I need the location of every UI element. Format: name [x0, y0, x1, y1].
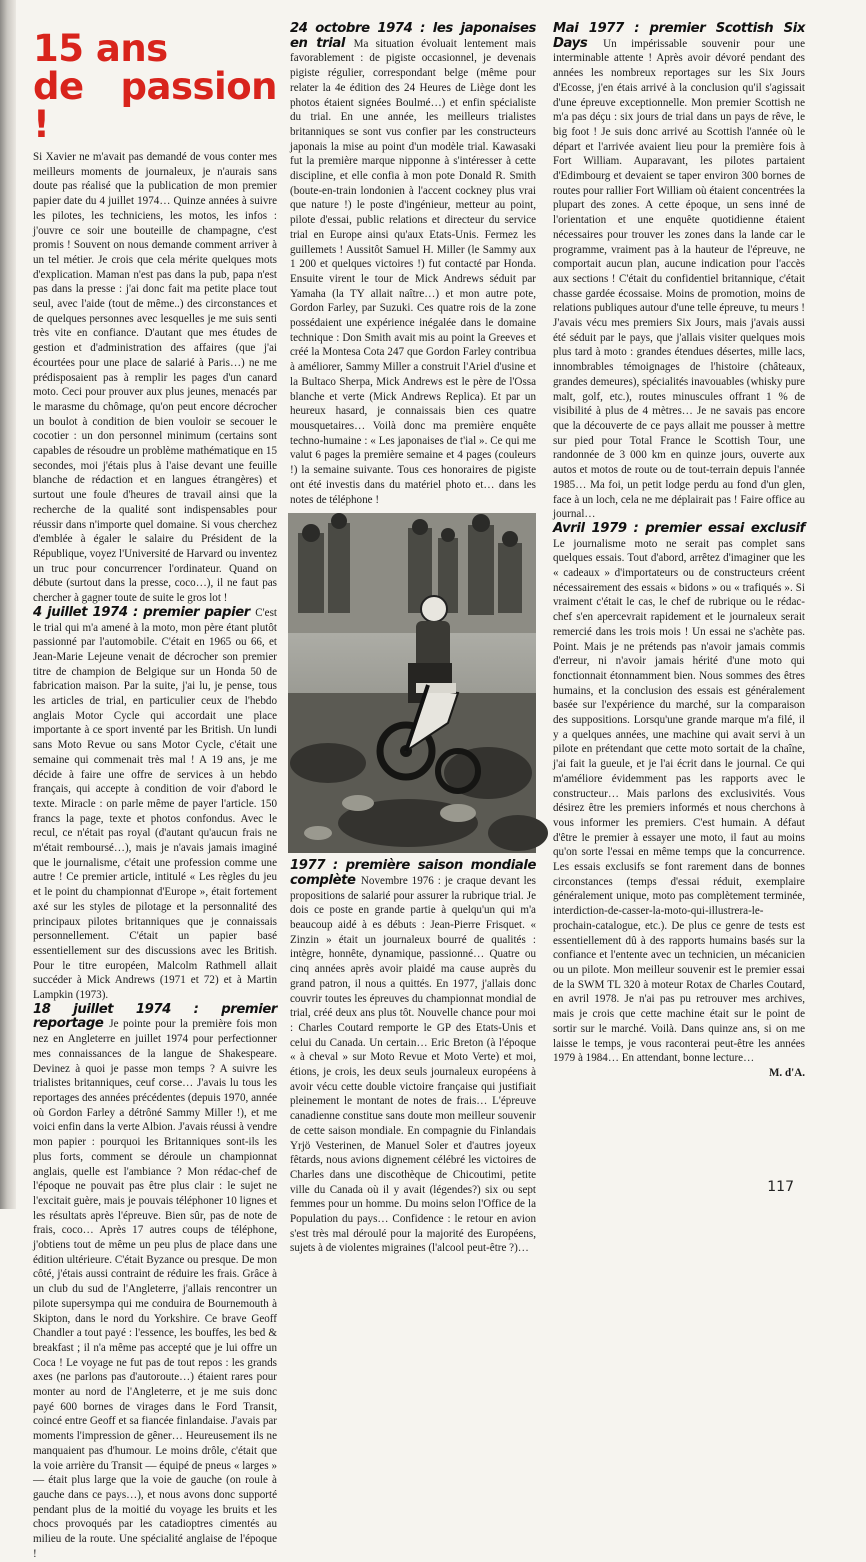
section-text-3: Ma situation évoluait lentement mais favorablement : de pigiste occasionnel, je devenais pigiste régulier, correspondant belge (même pour relater la 4e édition des 24 Heures de Liège dont les photos étaient signées Boulmé…) et enfin spécialiste du trial. En une année, les meilleurs trialistes britanniques se sont vus confier par les constructeurs japonais la mise au point d'un modèle trial. Kawasaki fut la première marque nipponne à s'intéresser à cette discipline, et elle confia à mon pote Donald R. Smith (boute-en-train londonien à l'accent cockney plus vrai que nature !) le poste d'ingénieur, metteur au point, pilote d'essai, public relations et directeur du service trial en Europe ainsi qu'aux Etats-Unis. Fermez les guillemets ! Aussitôt Samuel H. Miller (le Sammy aux 1 200 et quelques victoires !) fut contacté par Honda. Ensuite virent le tour de Mick Andrews séduit par Yamaha (la TY allait naître…) et mon autre pote, Gordon Farley, par Suzuki. Ces quatre rois de la zone possédaient une expérience inégalée dans le domaine technique : Don Smith avait mis au point la Greeves et créé la Montesa Cota 247 que Gordon Farley contribua à améliorer, Sammy Miller a construit l'Ariel d'usine et la Bultaco Sherpa, Mick Andrews est le père de l'Ossa blanche et verte (Mick Andrews Replica). Et par un heureux hasard, je connaissais bien ces quatre mousquetaires… Voilà donc ma première enquête techno-humaine : « Les japonaises de t'ial ». Ce qui me valut 6 pages la première semaine et 4 pages (couleurs !) la semaine suivante. Tous ces honoraires de pigiste ont été investis dans du matériel photo et… dans les notes de téléphone !: [290, 37, 536, 506]
title-line-2: de passion !: [33, 65, 277, 146]
section-heading-6: Avril 1979 : premier essai exclusif: [553, 520, 805, 536]
section-heading-5: Mai 1977 : premier Scottish Six Days: [553, 21, 805, 51]
article-intro: Si Xavier ne m'avait pas demandé de vous conter mes meilleurs moments de journaleux, je n'aurais sans doute pas réalisé que la publication de mon premier papier date du 4 juillet 1974… Quinze années à suivre les pilotes, les techniciens, les motos, les infos : j'ouvre ce soir une bouteille de champagne, c'est promis ! Souvent on nous demande comment arriver à un tel métier. Je crois que cela mérite quelques mots d'explication. Maman n'est pas dans la pub, papa n'est pas dans la presse : j'ai donc fait ma petite place tout seul, avec l'aide (tout de même..) des circonstances et de quelques personnes avec lesquelles je me suis senti très vite en confiance. D'autant que mes études de gestion et d'administration des affaires (que j'ai écourtées pour une place de salarié à Paris…) ne me prédisposaient pas à remplir les pages d'un canard moto. Ceci pour prouver aux plus jeunes, menacés par le marasme du chômage, qu'on peut encore décrocher un boulot à condition de bien vouloir se secouer le cocotier : un don personnel minimum (certains sont capables de résoudre un problème mathématique en 15 secondes, moi j'étais plus à l'aise devant une feuille blanche de rédaction et en langues étrangères) et surtout une foule d'heures de travail ainsi que la recherche de la qualité sont indispensables pour réussir dans n'importe quel domaine. Si vous cherchez d'emblée à égaler le salaire du Président de la République, voyez l'Université de Harvard ou inventez un truc pour concurrencer l'ordinateur. Quand on débute (surtout dans la presse, coco…), il ne faut pas chercher à gagner toute de suite le gros lot !: [33, 151, 277, 605]
trial-rider-photo: [288, 513, 536, 853]
article-column-1: [33, 22, 277, 1560]
section-text-5: Un impérissable souvenir pour une interminable attente ! Après avoir dévoré pendant des années les nombreux reportages sur les Six Jours d'Ecosse, j'en étais arrivé à la conclusion qu'il s'agissait d'une épreuve exceptionnelle. Mon premier Scottish ne m'a pas déçu : six jours de trial dans un pays de rêve, le big foot ! Je suis donc arrivé au Scottish l'année où le départ et l'arrivée avaient lieu pour la première fois à Fort William. Auparavant, les pilotes partaient d'Edimbourg et devaient se taper environ 300 bornes de routes pour rallier Fort William où étaient concentrées la plupart des zones. A cette époque, un sens inné de l'orientation et une enquête quotidienne étaient nécessaires pour trouver les zones dans la lande car le programme, vraiment pas à la hauteur de l'épreuve, ne comportait aucun plan, aucune indication pour l'accès aux sections ! C'était du confidentiel britannique, c'était chasse gardée écossaise. Moins de promotion, moins de relations publiques autour d'une telle épreuve, tu meurs ! J'avais vécu mes premiers Six Jours, mais j'avais aussi été séduit par le pays, que j'allais visiter quelques mois plus tard à moto : grandes étendues désertes, mille lacs, innombrables témoignages de l'histoire (châteaux, grandes demeures), spécialités inavouables (whisky pure malt, golf, etc.), routes minuscules offrant 1 % de visibilité à plus de 4 mètres… Je ne savais pas encore que la découverte de ce pays allait me pousser à mettre sur pied pour Total France le Scottish Tour, une randonnée de 3 000 km en quinze jours, ouverte aux autos et motos de route ou de tout-terrain depuis l'année 1985… Ma foi, un petit lodge perdu au fond d'un glen, face à un loch, cela ne me déplairait pas ! Faire office au journal…: [553, 37, 805, 521]
section-heading-3: 24 octobre 1974 : les japonaises en trial: [290, 21, 536, 51]
page-binding-shadow: [0, 0, 16, 1209]
section-6: [553, 522, 805, 1066]
section-heading-2: 18 juillet 1974 : premier reportage: [33, 1001, 277, 1032]
article-title: [33, 27, 277, 146]
section-5: [553, 22, 805, 522]
section-heading-1: 4 juillet 1974 : premier papier: [33, 604, 256, 620]
article-column-2: [290, 21, 536, 1255]
section-heading-4: 1977 : première saison mondiale complète: [290, 858, 536, 888]
section-2: [33, 1003, 277, 1562]
section-text-4: Novembre 1976 : je craque devant les propositions de salarié pour assurer la rubrique trial. Je dois ce poste en grande partie à quelqu'un qui m'a beaucoup aidé à es débuts : Jean-Pierre Frisquet. « Zinzin » était un journaleux bourré de qualités : intègre, honnête, dynamique, passionné… Quatre ou cinq années après avoir plaidé ma cause auprès du grand patron, il nous a quittés. En 1977, j'allais donc couvrir toutes les épreuves du championnat mondial de trial, créé deux ans plus tôt. Nouvelle chance pour moi : Charles Coutard remporte le GP des Etats-Unis et celui du Canada. Un certain… Eric Breton (à l'époque « à cheval » sur Moto Revue et Moto Verte) et moi, étions, je crois, les deux seuls journaleux européens à avoir vécu cette double victoire française qui justifiait pleinement le montant de notes de frais… L'épreuve canadienne constitue sans doute mon meilleur souvenir de cette saison mondiale. En compagnie du Finlandais Yrjö Vesterinen, de Manuel Soler et d'autres joyeux fêtards, nous avions dignement célébré les victoires de Charles dans une discothèque de Chicoutimi, petite ville du Canada où il y avait (légendes?) six ou sept femmes pour un homme. Du moins selon l'Office de la Population du pays… Confidence : le retour en avion s'est très mal déroulé pour la majorité des Européens, sujets à de violentes migraines (l'alcool peut-être ?)…: [290, 874, 536, 1255]
trial-rider-photo-drawing: [288, 513, 536, 853]
title-line-1: 15 ans: [33, 27, 168, 70]
article-column-3: [553, 22, 805, 1152]
section-text-6: Le journalisme moto ne serait pas complet sans quelques essais. Tout d'abord, arrêtez d'imaginer que les « cadeaux » d'importateurs ou de constructeurs créent nécessairement des essais « bidons » ou « trafiqués ». Si vraiment c'était le cas, le chef de rubrique ou le rédac-chef s'en apercevrait rapidement et le journaleux serait remercié dans les trois mois ! Un essai ne s'achète pas. Point. Mais je ne prétends pas n'avoir jamais commis d'erreur, ni n'avoir jamais hérité d'une moto qui fonctionnait étonnamment bien. Nous sommes des êtres humains, et la conclusion des essais est généralement basée sur l'expérience du marché, sur la comparaison des suppositions. Lorsqu'une grande marque m'a filé, il y a quelques années, une machine qui avait servi à un pilote en prétendant que cette moto sortait de la chaîne, j'ai fait la gueule, et je l'ai écrit dans le journal. Ce qui m'améliore évidemment pas les rapports avec le constructeur… Mais parlons des exclusivités. Vous désirez être les premiers informés et nous cherchons à vous informer les premiers. C'est humain. A défaut d'être le premier à essayer une moto, il faut au moins qu'on sorte l'essai en même temps que la concurrence. Les essais exclusifs se font rarement dans de bonnes circonstances (temps d'essai réduit, exemplaire généralement unique, moto pas complètement terminée, interdiction-de-casser-la-moto-qui-illustrera-le-prochain-catalogue, etc.). De plus ce genre de tests est essentiellement dû à des rapports humains basés sur la confiance et l'entente avec un technicien, un mécanicien ou un pilote. Mon meilleur souvenir est le premier essai de la SWM TL 320 à moteur Rotax de Charles Coutard, en avril 1978. Je n'ai pas pu retrouver mes archives, mais je crois que cette machine était sur le point de sortir sur le marché. Voilà. Dans quinze ans, si on me laisse le temps, je vous raconterai peut-être les années 1979 à 1984… En attendant, bonne lecture…: [553, 537, 805, 1065]
section-4: [290, 859, 536, 1256]
section-1: [33, 606, 277, 1003]
page-number: 117: [767, 1179, 794, 1195]
section-3: [290, 22, 536, 507]
author-signature: M. d'A.: [768, 1066, 805, 1079]
section-text-2: Je pointe pour la première fois mon nez en Angleterre en juillet 1974 pour perfectionner mes connaissances de la langue de Shakespeare. Devinez à quoi je passe mon temps ? A suivre les trialistes britanniques, ceuf corse… J'avais lu tous les reportages des années précédentes (depuis 1970, année où Gordon Farley a détrôné Sammy Miller !), et me voici enfin dans la verte Albion. J'avais réussi à vendre mon papier : pourquoi les Britanniques sont-ils les plus forts, comment se déroule un championnat anglais, quelle est l'ambiance ? Mon rédac-chef de l'époque ne pouvait pas être plus clair : le sujet ne l'excitait guère, mais je pouvais téléphoner 10 lignes et les résultats après l'épreuve. Bien sûr, pas de note de frais, coco… Après 17 autres coups de téléphone, j'obtiens tout de même un peu plus de place dans une édition ultérieure. C'était Byzance ou presque. De mon côté, j'étais aussi contraint de réduire les frais. Grâce à un club du sud de l'Angleterre, j'allais rencontrer un pilote supersympa qui me conduira de Bournemouth à Skipton, dans le nord du Yorkshire. Ce brave Geoff Chandler a tout payé : l'essence, les bouffes, les bed & breakfast ; il n'a même pas accepté que je lui offre un Coca ! Le voyage ne fut pas de tout repos : les grands axes (ne parlons pas d'autoroute…) étaient rares pour monter au nord de l'Angleterre, et je me suis donc payé 600 bornes de virages dans le Ford Transit, coincé entre Geoff et sa fiancée finlandaise. J'avais par moments l'impression de gêner… Heureusement ils ne manquaient pas d'humour. Le moins drôle, c'était que la voie arrière du Transit — équipé de pneus « larges » — était plus large que la voie de gauche (on roule à gauche dans ce pays…), et nous avons donc supporté pendant plus de la moitié du voyage les bruits et les chocs provoqués par les catadioptres cimentés au milieu de la route. Une spécialité anglaise de l'époque !: [33, 1018, 277, 1560]
section-text-1: C'est le trial qui m'a amené à la moto, mon père étant plutôt passionné par l'automobile. C'était en 1965 ou 66, et Jean-Marie Lejeune venait de décrocher son premier titre de champion de Belgique sur un Honda 50 de fabrication maison. Par la suite, j'ai lu, je pense, tous les articles de trial, en particulier ceux de l'hebdo anglais Motor Cycle qui accordait une place importante à ce sport inventé par les British. Un lundi sans Moto Revue ou sans Motor Cycle, c'était une semaine qui commenait très mal ! A 19 ans, je me décide à faire une offre de services à un hebdo français, qui accepte à condition de voir d'abord le texte. Miracle : on parle même de payer l'article. 150 francs la page, texte et photos confondus. Avec le recul, ce n'était pas royal (d'autant qu'aucun frais ne m'était remboursé…), mais je n'avais jamais imaginé que le journalisme, c'était une profession comme une autre ! Ce premier article, intitulé « Les règles du jeu et le point du championnat d'Europe », était fortement axé sur les styles de pilotage et la personnalité des principaux pilotes britanniques que je connaissais personnellement. C'était un papier basé essentiellement sur des discussions avec les British. Pour le titre européen, Malcolm Rathmell allait succéder à Mick Andrews (1971 et 72) et à Martin Lampkin (1973).: [33, 606, 277, 1002]
